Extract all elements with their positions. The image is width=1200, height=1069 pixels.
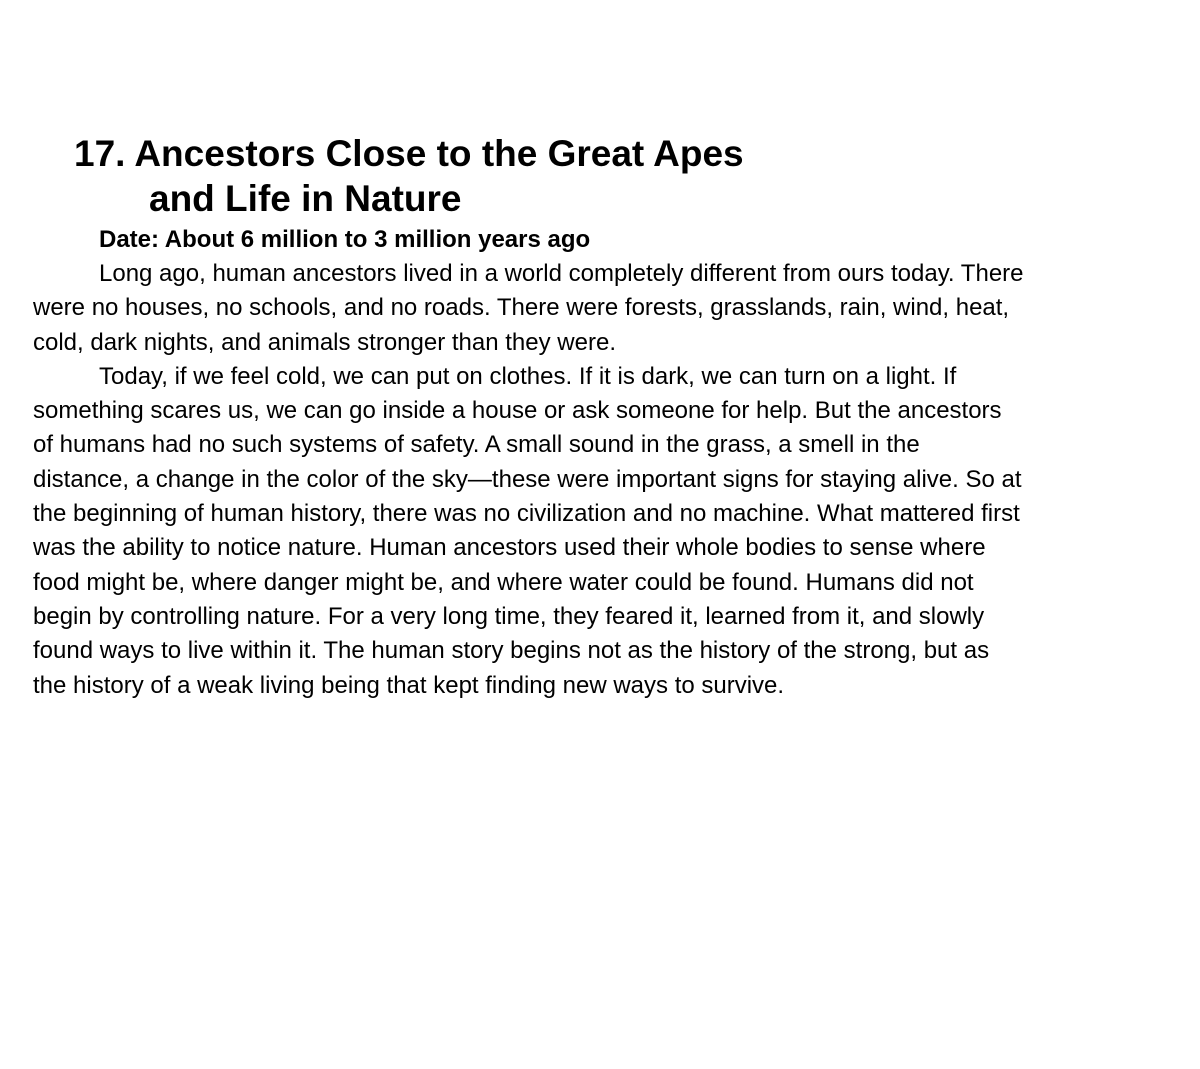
paragraph-2	[33, 360, 1143, 703]
paragraph-line: were no houses, no schools, and no roads. There were forests, grasslands, rain, wind, heat,	[33, 294, 1010, 322]
date-line: Date: About 6 million to 3 million years ago	[99, 226, 591, 253]
paragraph-line: Long ago, human ancestors lived in a world completely different from ours today. There	[99, 260, 1024, 287]
body-text	[33, 257, 1143, 703]
paragraph-1	[33, 257, 1143, 360]
paragraph-line: found ways to live within it. The human story begins not as the history of the strong, but as	[33, 637, 990, 665]
paragraph-line: food might be, where danger might be, and where water could be found. Humans did not	[33, 568, 974, 596]
paragraph-line: distance, a change in the color of the sky—these were important signs for staying alive. So at	[33, 465, 1022, 493]
paragraph-line: the beginning of human history, there was no civilization and no machine. What mattered first	[33, 500, 1020, 528]
page-title	[74, 131, 744, 221]
paragraph-line: was the ability to notice nature. Human ancestors used their whole bodies to sense where	[33, 534, 986, 562]
paragraph-line: begin by controlling nature. For a very long time, they feared it, learned from it, and slowly	[33, 602, 985, 630]
paragraph-line: something scares us, we can go inside a house or ask someone for help. But the ancestors	[33, 397, 1002, 425]
paragraph-line: the history of a weak living being that kept finding new ways to survive.	[33, 671, 785, 699]
paragraph-line: cold, dark nights, and animals stronger than they were.	[33, 328, 616, 356]
paragraph-line: Today, if we feel cold, we can put on clothes. If it is dark, we can turn on a light. If	[99, 362, 957, 390]
title-line-1: 17. Ancestors Close to the Great Apes	[74, 133, 744, 174]
title-line-2: and Life in Nature	[149, 178, 462, 219]
paragraph-line: of humans had no such systems of safety. A small sound in the grass, a smell in the	[33, 431, 920, 459]
